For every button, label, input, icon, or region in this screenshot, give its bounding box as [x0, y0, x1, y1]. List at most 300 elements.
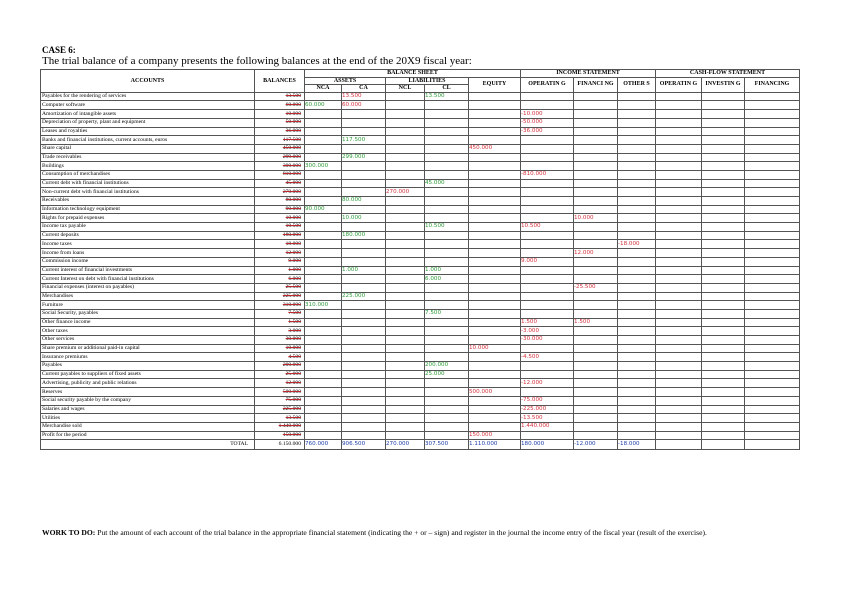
- cell-cl-empty: [425, 422, 469, 431]
- cell-cl-empty: [425, 388, 469, 397]
- cell-ca: 299.000: [342, 153, 386, 162]
- account-name: Receivables: [41, 197, 255, 206]
- cell-oth-empty: [618, 336, 656, 345]
- cell-nca-empty: [305, 370, 342, 379]
- cell-cff-empty: [745, 170, 800, 179]
- cell-cfi-empty: [702, 257, 745, 266]
- cell-nca-empty: [305, 223, 342, 232]
- account-balance: 36.000: [255, 127, 305, 136]
- account-balance: 13.500: [255, 92, 305, 101]
- cell-fin-empty: [574, 197, 618, 206]
- cell-eq-empty: [469, 275, 521, 284]
- cell-oth-empty: [618, 162, 656, 171]
- cell-eq-empty: [469, 379, 521, 388]
- cell-nca-empty: [305, 249, 342, 258]
- cell-eq-empty: [469, 422, 521, 431]
- cell-cff-empty: [745, 205, 800, 214]
- cell-ncl-empty: [386, 231, 425, 240]
- table-row: [41, 118, 800, 127]
- account-balance: 13.500: [255, 414, 305, 423]
- cell-fin-empty: [574, 353, 618, 362]
- cell-ca: 10.000: [342, 214, 386, 223]
- cell-cfi-empty: [702, 396, 745, 405]
- cell-cfi-empty: [702, 275, 745, 284]
- cell-cff-empty: [745, 240, 800, 249]
- cell-cfo-empty: [656, 249, 702, 258]
- cell-oth-empty: [618, 188, 656, 197]
- cell-eq-empty: [469, 92, 521, 101]
- cell-op: -4.500: [521, 353, 574, 362]
- cell-nca-empty: [305, 318, 342, 327]
- cell-cfi-empty: [702, 292, 745, 301]
- cell-cff-empty: [745, 301, 800, 310]
- account-name: Income taxes: [41, 240, 255, 249]
- cell-cfi-empty: [702, 197, 745, 206]
- cell-ca-empty: [342, 379, 386, 388]
- account-balance: 12.000: [255, 379, 305, 388]
- cell-nca-empty: [305, 327, 342, 336]
- table-row: [41, 231, 800, 240]
- cell-op-empty: [521, 266, 574, 275]
- cell-op-empty: [521, 197, 574, 206]
- cell-cfo-empty: [656, 257, 702, 266]
- cell-cff-empty: [745, 388, 800, 397]
- cell-ncl-empty: [386, 353, 425, 362]
- financing-is-header: FINANCI NG: [574, 77, 618, 92]
- account-balance: 60.000: [255, 101, 305, 110]
- table-row: [41, 283, 800, 292]
- cell-cfo-empty: [656, 292, 702, 301]
- cell-op-empty: [521, 101, 574, 110]
- cell-ncl: 270.000: [386, 188, 425, 197]
- account-balance: 1.500: [255, 318, 305, 327]
- cell-cfo-empty: [656, 188, 702, 197]
- cell-cfo-empty: [656, 231, 702, 240]
- cell-ncl-empty: [386, 197, 425, 206]
- cell-cfi-empty: [702, 422, 745, 431]
- account-name: Non-current debt with financial institutions: [41, 188, 255, 197]
- table-row: [41, 214, 800, 223]
- cell-op-empty: [521, 370, 574, 379]
- cell-oth-empty: [618, 422, 656, 431]
- cf-investing-header: INVESTIN G: [702, 77, 745, 92]
- account-balance: 450.000: [255, 144, 305, 153]
- account-balance: 4.500: [255, 353, 305, 362]
- cell-ca-empty: [342, 431, 386, 440]
- cell-cl-empty: [425, 283, 469, 292]
- cell-eq-empty: [469, 353, 521, 362]
- cell-nca-empty: [305, 179, 342, 188]
- cell-fin-empty: [574, 336, 618, 345]
- cell-cff-empty: [745, 127, 800, 136]
- cell-ncl-empty: [386, 388, 425, 397]
- cell-ca-empty: [342, 309, 386, 318]
- cell-cfo-empty: [656, 162, 702, 171]
- cell-op: -225.000: [521, 405, 574, 414]
- cell-cff-empty: [745, 422, 800, 431]
- cell-ca-empty: [342, 344, 386, 353]
- account-balance: 3.000: [255, 327, 305, 336]
- cell-ca-empty: [342, 188, 386, 197]
- account-balance: 50.000: [255, 118, 305, 127]
- cell-cff-empty: [745, 370, 800, 379]
- cell-cff-empty: [745, 162, 800, 171]
- cell-eq-empty: [469, 266, 521, 275]
- equity-header: EQUITY: [469, 77, 521, 92]
- liabilities-header: LIABILITIES: [386, 77, 469, 85]
- cell-ncl-empty: [386, 179, 425, 188]
- cell-cfi-empty: [702, 162, 745, 171]
- cell-cff-empty: [745, 153, 800, 162]
- total-ncl: 270.000: [386, 440, 425, 450]
- cell-cfo-empty: [656, 118, 702, 127]
- cell-cfo-empty: [656, 370, 702, 379]
- cell-cfi-empty: [702, 127, 745, 136]
- cell-eq-empty: [469, 188, 521, 197]
- cell-op: -36.000: [521, 127, 574, 136]
- cell-nca-empty: [305, 118, 342, 127]
- balances-header: BALANCES: [255, 70, 305, 93]
- account-balance: 12.000: [255, 249, 305, 258]
- cell-fin: 12.000: [574, 249, 618, 258]
- account-balance: 25.000: [255, 370, 305, 379]
- cell-oth-empty: [618, 318, 656, 327]
- cell-op: -75.000: [521, 396, 574, 405]
- cell-eq-empty: [469, 240, 521, 249]
- cell-cff-empty: [745, 257, 800, 266]
- account-name: Other services: [41, 336, 255, 345]
- cell-cfo-empty: [656, 240, 702, 249]
- cell-cfi-empty: [702, 223, 745, 232]
- total-nca: 760.000: [305, 440, 342, 450]
- cell-nca: 90.000: [305, 205, 342, 214]
- cell-eq-empty: [469, 283, 521, 292]
- cell-nca-empty: [305, 422, 342, 431]
- cell-cl-empty: [425, 231, 469, 240]
- cell-oth-empty: [618, 136, 656, 145]
- table-row: [41, 179, 800, 188]
- total-others: -18.000: [618, 440, 656, 450]
- cell-nca-empty: [305, 431, 342, 440]
- cell-op: -13.500: [521, 414, 574, 423]
- cell-cfi-empty: [702, 283, 745, 292]
- cell-eq-empty: [469, 309, 521, 318]
- total-financing: -12.000: [574, 440, 618, 450]
- cell-cfi-empty: [702, 249, 745, 258]
- cell-cfi-empty: [702, 153, 745, 162]
- cell-ncl-empty: [386, 118, 425, 127]
- table-row: [41, 431, 800, 440]
- cell-cff-empty: [745, 231, 800, 240]
- cell-op-empty: [521, 162, 574, 171]
- cell-nca-empty: [305, 153, 342, 162]
- cell-cfi-empty: [702, 205, 745, 214]
- cell-cff-empty: [745, 214, 800, 223]
- cell-ca-empty: [342, 301, 386, 310]
- cell-fin-empty: [574, 344, 618, 353]
- cell-cff-empty: [745, 353, 800, 362]
- cell-cfo-empty: [656, 179, 702, 188]
- cell-ca-empty: [342, 388, 386, 397]
- cell-ncl-empty: [386, 275, 425, 284]
- cell-cl-empty: [425, 162, 469, 171]
- cell-ca: 60.000: [342, 101, 386, 110]
- cell-cfi-empty: [702, 405, 745, 414]
- cell-ca-empty: [342, 118, 386, 127]
- cell-ca-empty: [342, 396, 386, 405]
- cell-cl-empty: [425, 336, 469, 345]
- total-cf-operating: [656, 440, 702, 450]
- operating-header: OPERATIN G: [521, 77, 574, 92]
- total-ca: 906.500: [342, 440, 386, 450]
- cell-cl: 25.000: [425, 370, 469, 379]
- table-row: [41, 327, 800, 336]
- cell-cl-empty: [425, 188, 469, 197]
- account-balance: 18.000: [255, 240, 305, 249]
- cell-cff-empty: [745, 179, 800, 188]
- cell-oth-empty: [618, 118, 656, 127]
- cell-op: -50.000: [521, 118, 574, 127]
- work-text: Put the amount of each account of the trial balance in the appropriate financial statement (indicating the + or – sign) and register in the journal the income entry of the fiscal year (result of the exercise).: [97, 528, 707, 537]
- cell-nca-empty: [305, 414, 342, 423]
- cell-ncl-empty: [386, 379, 425, 388]
- cell-op-empty: [521, 362, 574, 371]
- cell-eq-empty: [469, 318, 521, 327]
- cell-ncl-empty: [386, 170, 425, 179]
- table-row: [41, 162, 800, 171]
- account-name: Income from loans: [41, 249, 255, 258]
- cell-ca-empty: [342, 275, 386, 284]
- cell-cfi-empty: [702, 118, 745, 127]
- cell-cff-empty: [745, 188, 800, 197]
- table-row: [41, 292, 800, 301]
- cell-eq-empty: [469, 136, 521, 145]
- total-cf-financing: [745, 440, 800, 450]
- table-row: [41, 344, 800, 353]
- table-row: [41, 388, 800, 397]
- cell-cff-empty: [745, 101, 800, 110]
- cell-cfo-empty: [656, 127, 702, 136]
- cell-fin-empty: [574, 170, 618, 179]
- account-balance: 225.000: [255, 292, 305, 301]
- cell-ca: 80.000: [342, 197, 386, 206]
- cell-nca: 310.000: [305, 301, 342, 310]
- cell-cfo-empty: [656, 318, 702, 327]
- cell-ca-empty: [342, 170, 386, 179]
- cell-ncl-empty: [386, 318, 425, 327]
- cell-cl-empty: [425, 205, 469, 214]
- account-name: Advertising, publicity and public relations: [41, 379, 255, 388]
- cell-eq-empty: [469, 110, 521, 119]
- cell-op-empty: [521, 292, 574, 301]
- cell-nca-empty: [305, 405, 342, 414]
- table-row: [41, 370, 800, 379]
- account-name: Payables: [41, 362, 255, 371]
- cell-cl-empty: [425, 327, 469, 336]
- cell-fin-empty: [574, 388, 618, 397]
- cell-cl-empty: [425, 249, 469, 258]
- account-balance: 45.000: [255, 179, 305, 188]
- cell-oth-empty: [618, 110, 656, 119]
- others-header: OTHER S: [618, 77, 656, 92]
- account-name: Banks and financial institutions, current accounts, euros: [41, 136, 255, 145]
- account-name: Utilities: [41, 414, 255, 423]
- nca-header: NCA: [305, 85, 342, 93]
- cell-ncl-empty: [386, 257, 425, 266]
- cell-cl-empty: [425, 396, 469, 405]
- cell-eq-empty: [469, 370, 521, 379]
- account-balance: 30.000: [255, 336, 305, 345]
- account-name: Furniture: [41, 301, 255, 310]
- cell-cfo-empty: [656, 283, 702, 292]
- cell-fin-empty: [574, 414, 618, 423]
- account-balance: 80.000: [255, 197, 305, 206]
- cell-oth-empty: [618, 179, 656, 188]
- account-name: Leases and royalties: [41, 127, 255, 136]
- account-balance: 10.000: [255, 344, 305, 353]
- table-row: [41, 396, 800, 405]
- account-name: Consumption of merchandises: [41, 170, 255, 179]
- account-name: Income tax payable: [41, 223, 255, 232]
- cell-ca-empty: [342, 110, 386, 119]
- cell-cfi-empty: [702, 240, 745, 249]
- cell-cfi-empty: [702, 353, 745, 362]
- cell-nca-empty: [305, 144, 342, 153]
- cell-eq-empty: [469, 231, 521, 240]
- cell-cff-empty: [745, 283, 800, 292]
- cell-nca-empty: [305, 170, 342, 179]
- account-balance: 1.440.000: [255, 422, 305, 431]
- cell-ncl-empty: [386, 422, 425, 431]
- cell-nca-empty: [305, 396, 342, 405]
- cell-nca-empty: [305, 92, 342, 101]
- cell-fin-empty: [574, 292, 618, 301]
- cell-oth-empty: [618, 396, 656, 405]
- cell-nca-empty: [305, 214, 342, 223]
- cell-cfi-empty: [702, 92, 745, 101]
- work-to-do: [42, 528, 812, 538]
- account-name: Commission income: [41, 257, 255, 266]
- cell-op-empty: [521, 431, 574, 440]
- account-name: Current debt with financial institutions: [41, 179, 255, 188]
- cell-eq-empty: [469, 170, 521, 179]
- account-balance: 75.000: [255, 396, 305, 405]
- cell-oth-empty: [618, 197, 656, 206]
- cell-eq: 450.000: [469, 144, 521, 153]
- total-cl: 307.500: [425, 440, 469, 450]
- cell-ca-empty: [342, 327, 386, 336]
- cell-oth-empty: [618, 92, 656, 101]
- cell-op: 10.500: [521, 223, 574, 232]
- account-name: Depreciation of property, plant and equipment: [41, 118, 255, 127]
- cell-ncl-empty: [386, 327, 425, 336]
- cell-cl: 200.000: [425, 362, 469, 371]
- cell-cff-empty: [745, 275, 800, 284]
- cell-oth-empty: [618, 223, 656, 232]
- cell-ncl-empty: [386, 301, 425, 310]
- cell-ca: 1.000: [342, 266, 386, 275]
- cell-cfo-empty: [656, 414, 702, 423]
- cell-fin-empty: [574, 257, 618, 266]
- account-name: Profit for the period: [41, 431, 255, 440]
- cell-fin-empty: [574, 136, 618, 145]
- cell-cfo-empty: [656, 110, 702, 119]
- cell-cl-empty: [425, 170, 469, 179]
- cell-fin-empty: [574, 301, 618, 310]
- account-balance: 270.000: [255, 188, 305, 197]
- cell-ncl-empty: [386, 396, 425, 405]
- cell-cff-empty: [745, 379, 800, 388]
- cell-oth-empty: [618, 344, 656, 353]
- cell-cff-empty: [745, 327, 800, 336]
- cell-oth-empty: [618, 405, 656, 414]
- cell-oth-empty: [618, 370, 656, 379]
- account-name: Information technology equipment: [41, 205, 255, 214]
- cf-operating-header: OPERATIN G: [656, 77, 702, 92]
- cell-op: 9.000: [521, 257, 574, 266]
- cell-fin-empty: [574, 118, 618, 127]
- table-row: [41, 240, 800, 249]
- cell-oth-empty: [618, 353, 656, 362]
- cell-nca-empty: [305, 188, 342, 197]
- cell-op-empty: [521, 275, 574, 284]
- cell-op-empty: [521, 153, 574, 162]
- trial-balance-table: [40, 69, 800, 450]
- cell-ncl-empty: [386, 249, 425, 258]
- cell-cff-empty: [745, 197, 800, 206]
- cell-eq-empty: [469, 405, 521, 414]
- cell-cfi-empty: [702, 214, 745, 223]
- table-row: [41, 136, 800, 145]
- account-name: Financial expenses (interest on payables): [41, 283, 255, 292]
- cell-fin-empty: [574, 153, 618, 162]
- cell-cl-empty: [425, 318, 469, 327]
- table-row: [41, 336, 800, 345]
- cell-oth-empty: [618, 292, 656, 301]
- cell-fin-empty: [574, 162, 618, 171]
- table-row: [41, 362, 800, 371]
- cell-ncl-empty: [386, 266, 425, 275]
- cell-cfo-empty: [656, 405, 702, 414]
- cell-op-empty: [521, 309, 574, 318]
- cell-ca-empty: [342, 249, 386, 258]
- account-balance: 810.000: [255, 170, 305, 179]
- cell-op: -30.000: [521, 336, 574, 345]
- cell-cl-empty: [425, 136, 469, 145]
- cell-eq-empty: [469, 396, 521, 405]
- cell-ca-empty: [342, 405, 386, 414]
- cell-cff-empty: [745, 309, 800, 318]
- cell-op: -10.000: [521, 110, 574, 119]
- cell-nca: 60.000: [305, 101, 342, 110]
- cell-eq: 500.000: [469, 388, 521, 397]
- cell-ca-empty: [342, 205, 386, 214]
- cell-oth-empty: [618, 231, 656, 240]
- cell-cfi-empty: [702, 136, 745, 145]
- cell-cfo-empty: [656, 396, 702, 405]
- cell-cl-empty: [425, 301, 469, 310]
- trial-balance-body: [41, 92, 800, 440]
- cell-cff-empty: [745, 144, 800, 153]
- cell-nca-empty: [305, 362, 342, 371]
- account-balance: 90.000: [255, 205, 305, 214]
- cell-op-empty: [521, 283, 574, 292]
- cell-fin-empty: [574, 144, 618, 153]
- cell-cl-empty: [425, 197, 469, 206]
- table-row: [41, 101, 800, 110]
- cell-cfo-empty: [656, 275, 702, 284]
- work-label: WORK TO DO:: [42, 528, 96, 537]
